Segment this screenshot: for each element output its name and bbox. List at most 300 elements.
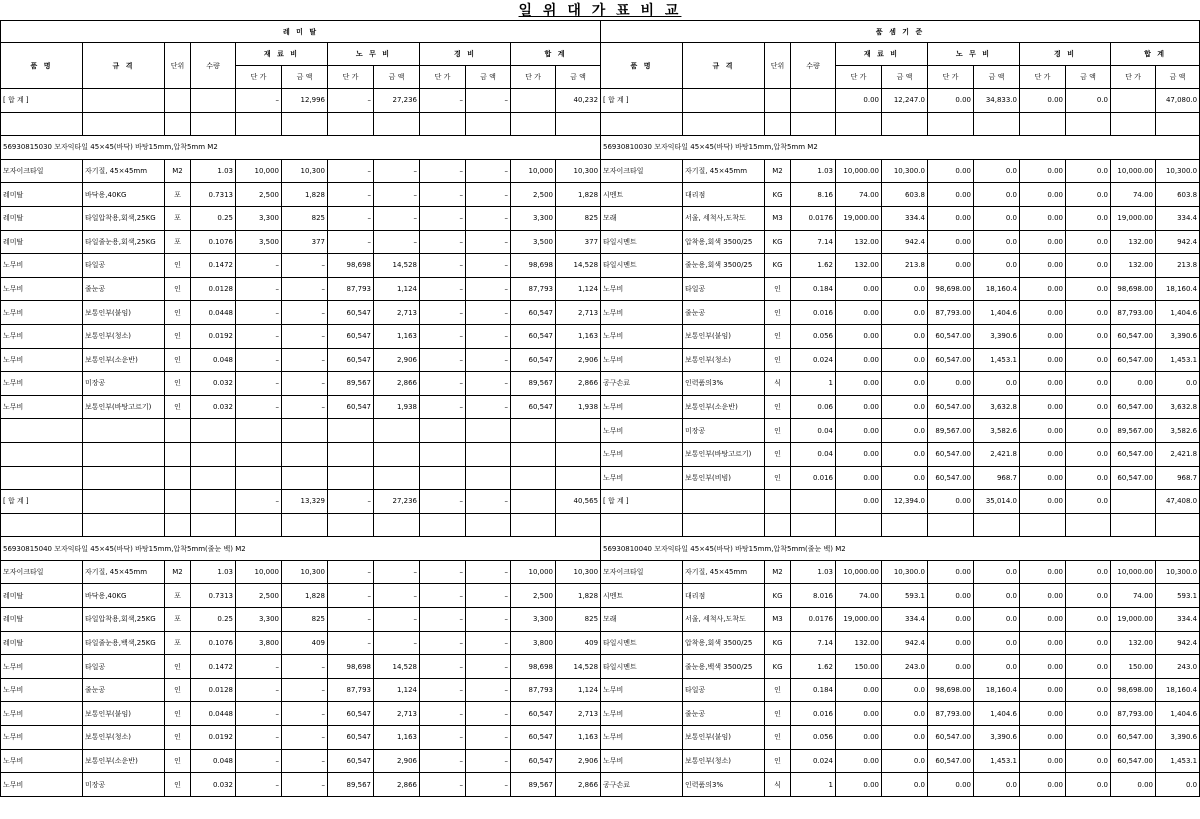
empty-cell — [191, 112, 236, 136]
blank-row — [601, 513, 1200, 537]
total-unit-price-cell: 10,000.00 — [1111, 560, 1156, 584]
material-amount-cell: 0.0 — [882, 726, 928, 750]
qty-cell: 1.03 — [191, 560, 236, 584]
labor-amount-cell: 35,014.0 — [974, 490, 1020, 514]
expense-amount-cell: 0.0 — [1066, 206, 1111, 230]
qty-cell — [791, 490, 836, 514]
item-cell: 노무비 — [1, 678, 83, 702]
table-row — [601, 749, 1200, 773]
total-amount-cell: 603.8 — [1156, 183, 1200, 207]
expense-unit-price-cell: – — [420, 749, 466, 773]
total-amount-cell: 2,866 — [556, 773, 601, 797]
total-amount-cell: 1,404.6 — [1156, 301, 1200, 325]
table-row — [601, 372, 1200, 396]
spec-cell: 줄눈공 — [683, 702, 765, 726]
labor-unit-price-cell: 0.00 — [928, 560, 974, 584]
empty-cell — [1111, 513, 1156, 537]
qty-cell: 0.25 — [191, 608, 236, 632]
empty-cell — [236, 466, 282, 490]
unit-cell: 인 — [165, 324, 191, 348]
material-amount-cell: 334.4 — [882, 608, 928, 632]
labor-unit-price-cell: 89,567.00 — [928, 419, 974, 443]
unit-cell: 식 — [765, 773, 791, 797]
expense-unit-price-cell: – — [420, 206, 466, 230]
material-amount-cell: 1,828 — [282, 183, 328, 207]
empty-cell — [420, 112, 466, 136]
material-amount-cell: – — [282, 301, 328, 325]
spec-cell: 타일공 — [683, 678, 765, 702]
expense-unit-price-cell: – — [420, 159, 466, 183]
total-unit-price-cell: 60,547.00 — [1111, 726, 1156, 750]
material-unit-price-cell: 0.00 — [836, 442, 882, 466]
expense-amount-cell: – — [466, 702, 511, 726]
section-header-row — [601, 537, 1200, 561]
total-unit-price-cell: 150.00 — [1111, 655, 1156, 679]
empty-cell — [83, 442, 165, 466]
header-material: 재 료 비 — [236, 43, 328, 66]
expense-amount-cell: – — [466, 726, 511, 750]
empty-cell — [328, 513, 374, 537]
spec-cell: 미장공 — [83, 773, 165, 797]
total-unit-price-cell: 10,000 — [511, 159, 556, 183]
material-unit-price-cell: – — [236, 254, 282, 278]
section-header-row — [1, 537, 601, 561]
material-amount-cell: – — [282, 678, 328, 702]
total-unit-price-cell — [1111, 89, 1156, 113]
labor-unit-price-cell: 98,698.00 — [928, 277, 974, 301]
empty-cell — [165, 419, 191, 443]
unit-cell: M2 — [765, 159, 791, 183]
labor-amount-cell: 2,713 — [374, 301, 420, 325]
expense-unit-price-cell: 0.00 — [1020, 230, 1066, 254]
empty-cell — [1066, 513, 1111, 537]
material-amount-cell: 0.0 — [882, 442, 928, 466]
table-row — [1, 230, 601, 254]
empty-cell — [420, 442, 466, 466]
expense-amount-cell: 0.0 — [1066, 230, 1111, 254]
labor-amount-cell: 2,906 — [374, 749, 420, 773]
right-panel-title: 품 셈 기 준 — [601, 21, 1200, 43]
material-unit-price-cell: 150.00 — [836, 655, 882, 679]
unit-cell: KG — [765, 584, 791, 608]
qty-cell: 0.056 — [791, 324, 836, 348]
expense-unit-price-cell: 0.00 — [1020, 254, 1066, 278]
item-cell: 시멘트 — [601, 183, 683, 207]
spec-cell: 미장공 — [683, 419, 765, 443]
expense-unit-price-cell: 0.00 — [1020, 466, 1066, 490]
qty-cell: 0.7313 — [191, 183, 236, 207]
total-amount-cell: 2,866 — [556, 372, 601, 396]
labor-amount-cell: 1,404.6 — [974, 702, 1020, 726]
item-cell: 노무비 — [601, 466, 683, 490]
expense-unit-price-cell: – — [420, 348, 466, 372]
table-row — [601, 230, 1200, 254]
material-amount-cell: 593.1 — [882, 584, 928, 608]
material-amount-cell: 0.0 — [882, 466, 928, 490]
labor-unit-price-cell: 60,547 — [328, 726, 374, 750]
material-unit-price-cell: 0.00 — [836, 466, 882, 490]
total-amount-cell: 10,300 — [556, 159, 601, 183]
material-amount-cell: 12,394.0 — [882, 490, 928, 514]
item-cell: 레미탈 — [1, 584, 83, 608]
expense-unit-price-cell: 0.00 — [1020, 372, 1066, 396]
spec-cell: 타일줄눈용,백색,25KG — [83, 631, 165, 655]
expense-amount-cell: – — [466, 749, 511, 773]
labor-unit-price-cell: 60,547 — [328, 395, 374, 419]
total-amount-cell: 2,713 — [556, 702, 601, 726]
spec-cell: 줄눈공 — [83, 678, 165, 702]
labor-amount-cell: 1,163 — [374, 726, 420, 750]
qty-cell: 0.0192 — [191, 726, 236, 750]
item-cell: 모자이크타일 — [1, 560, 83, 584]
labor-unit-price-cell: 98,698.00 — [928, 678, 974, 702]
qty-cell: 0.0448 — [191, 702, 236, 726]
empty-cell — [1020, 513, 1066, 537]
expense-unit-price-cell: – — [420, 89, 466, 113]
total-unit-price-cell: 0.00 — [1111, 773, 1156, 797]
material-unit-price-cell: 2,500 — [236, 183, 282, 207]
spec-cell — [683, 89, 765, 113]
unit-cell: 포 — [165, 584, 191, 608]
empty-cell — [374, 442, 420, 466]
material-unit-price-cell: – — [236, 324, 282, 348]
table-row — [601, 678, 1200, 702]
expense-unit-price-cell: – — [420, 183, 466, 207]
total-unit-price-cell: 132.00 — [1111, 254, 1156, 278]
total-unit-price-cell: 60,547 — [511, 749, 556, 773]
table-row — [1, 749, 601, 773]
total-amount-cell: 18,160.4 — [1156, 277, 1200, 301]
unit-cell: 인 — [765, 419, 791, 443]
expense-amount-cell: 0.0 — [1066, 277, 1111, 301]
total-amount-cell: 18,160.4 — [1156, 678, 1200, 702]
table-row — [601, 702, 1200, 726]
labor-unit-price-cell: 60,547 — [328, 324, 374, 348]
material-amount-cell: 334.4 — [882, 206, 928, 230]
material-amount-cell: 0.0 — [882, 277, 928, 301]
table-row — [601, 608, 1200, 632]
expense-amount-cell: – — [466, 324, 511, 348]
total-unit-price-cell: 60,547 — [511, 702, 556, 726]
labor-unit-price-cell: 0.00 — [928, 159, 974, 183]
material-unit-price-cell: 74.00 — [836, 584, 882, 608]
empty-cell — [191, 442, 236, 466]
spec-cell: 줄눈용,백색 3500/25 — [683, 655, 765, 679]
total-unit-price-cell: 87,793 — [511, 678, 556, 702]
material-amount-cell: – — [282, 372, 328, 396]
spec-cell: 자기질, 45×45mm — [83, 159, 165, 183]
table-row — [601, 726, 1200, 750]
total-amount-cell: 2,906 — [556, 749, 601, 773]
total-amount-cell: 377 — [556, 230, 601, 254]
unit-cell: M3 — [765, 608, 791, 632]
expense-unit-price-cell: 0.00 — [1020, 655, 1066, 679]
labor-unit-price-cell: 98,698 — [328, 254, 374, 278]
empty-cell — [974, 513, 1020, 537]
labor-unit-price-cell: 60,547 — [328, 348, 374, 372]
header-qty: 수량 — [791, 43, 836, 89]
material-unit-price-cell: 0.00 — [836, 301, 882, 325]
labor-amount-cell: 0.0 — [974, 560, 1020, 584]
table-row — [601, 419, 1200, 443]
item-cell: 노무비 — [1, 655, 83, 679]
header-expense: 경 비 — [1020, 43, 1111, 66]
material-unit-price-cell: 0.00 — [836, 89, 882, 113]
total-unit-price-cell: 60,547.00 — [1111, 348, 1156, 372]
material-amount-cell: 603.8 — [882, 183, 928, 207]
expense-amount-cell: – — [466, 773, 511, 797]
expense-unit-price-cell: 0.00 — [1020, 348, 1066, 372]
header-labor: 노 무 비 — [328, 43, 420, 66]
empty-cell — [511, 419, 556, 443]
table-row — [1, 254, 601, 278]
labor-unit-price-cell: 60,547.00 — [928, 726, 974, 750]
unit-cell: 인 — [165, 348, 191, 372]
header-amount: 금 액 — [882, 66, 928, 89]
empty-cell — [165, 513, 191, 537]
qty-cell: 7.14 — [791, 230, 836, 254]
expense-unit-price-cell: – — [420, 324, 466, 348]
labor-unit-price-cell: 87,793.00 — [928, 702, 974, 726]
expense-amount-cell: – — [466, 631, 511, 655]
unit-cell: KG — [765, 631, 791, 655]
total-amount-cell: 10,300 — [556, 560, 601, 584]
expense-amount-cell: 0.0 — [1066, 584, 1111, 608]
table-row — [1, 301, 601, 325]
total-amount-cell: 409 — [556, 631, 601, 655]
material-amount-cell: 10,300.0 — [882, 560, 928, 584]
spec-cell: 보통인부(붙임) — [83, 301, 165, 325]
total-amount-cell: 593.1 — [1156, 584, 1200, 608]
spec-cell: 서울, 세척사,도착도 — [683, 206, 765, 230]
empty-cell — [1, 513, 83, 537]
spec-cell: 보통인부(청소) — [683, 749, 765, 773]
item-cell: 레미탈 — [1, 230, 83, 254]
qty-cell: 0.184 — [791, 277, 836, 301]
total-amount-cell: 825 — [556, 608, 601, 632]
total-amount-cell: 10,300.0 — [1156, 159, 1200, 183]
spec-cell — [83, 490, 165, 514]
spec-cell: 자기질, 45×45mm — [83, 560, 165, 584]
header-unit-price: 단 가 — [1020, 66, 1066, 89]
qty-cell: 1 — [791, 773, 836, 797]
empty-cell — [328, 442, 374, 466]
spec-cell: 보통인부(청소) — [683, 348, 765, 372]
expense-amount-cell: – — [466, 395, 511, 419]
expense-unit-price-cell: 0.00 — [1020, 301, 1066, 325]
labor-amount-cell: – — [374, 608, 420, 632]
total-amount-cell: 1,124 — [556, 277, 601, 301]
table-row — [1, 395, 601, 419]
empty-cell — [83, 466, 165, 490]
blank-row — [1, 112, 601, 136]
labor-amount-cell: – — [374, 230, 420, 254]
empty-cell — [556, 466, 601, 490]
material-amount-cell: – — [282, 348, 328, 372]
expense-unit-price-cell: – — [420, 702, 466, 726]
empty-cell — [374, 513, 420, 537]
unit-cell: 인 — [765, 702, 791, 726]
empty-cell — [1, 466, 83, 490]
material-unit-price-cell: – — [236, 726, 282, 750]
labor-unit-price-cell: 0.00 — [928, 206, 974, 230]
material-amount-cell: 10,300.0 — [882, 159, 928, 183]
expense-amount-cell: – — [466, 608, 511, 632]
unit-cell: KG — [765, 655, 791, 679]
unit-cell: 인 — [165, 301, 191, 325]
unit-cell: KG — [765, 230, 791, 254]
labor-unit-price-cell: – — [328, 560, 374, 584]
expense-unit-price-cell: 0.00 — [1020, 584, 1066, 608]
labor-unit-price-cell: 60,547.00 — [928, 442, 974, 466]
unit-cell: 인 — [765, 395, 791, 419]
material-unit-price-cell: 3,800 — [236, 631, 282, 655]
empty-cell — [556, 513, 601, 537]
item-cell: 타일시멘트 — [601, 655, 683, 679]
material-amount-cell: 0.0 — [882, 324, 928, 348]
table-row — [1, 324, 601, 348]
labor-unit-price-cell: 0.00 — [928, 655, 974, 679]
expense-unit-price-cell: 0.00 — [1020, 726, 1066, 750]
blank-row — [601, 112, 1200, 136]
total-unit-price-cell: 19,000.00 — [1111, 206, 1156, 230]
labor-amount-cell: – — [374, 631, 420, 655]
material-amount-cell: 942.4 — [882, 230, 928, 254]
labor-unit-price-cell: 89,567 — [328, 773, 374, 797]
item-cell: 노무비 — [1, 702, 83, 726]
expense-amount-cell: 0.0 — [1066, 324, 1111, 348]
header-labor: 노 무 비 — [928, 43, 1020, 66]
qty-cell: 1.03 — [791, 159, 836, 183]
total-unit-price-cell: 60,547.00 — [1111, 442, 1156, 466]
material-amount-cell: 12,247.0 — [882, 89, 928, 113]
table-row — [601, 395, 1200, 419]
empty-cell — [328, 466, 374, 490]
spec-cell: 압착용,회색 3500/25 — [683, 230, 765, 254]
table-row — [1, 726, 601, 750]
labor-amount-cell: 0.0 — [974, 631, 1020, 655]
total-unit-price-cell: 60,547.00 — [1111, 466, 1156, 490]
material-amount-cell: 1,828 — [282, 584, 328, 608]
empty-cell — [282, 466, 328, 490]
expense-amount-cell: 0.0 — [1066, 348, 1111, 372]
material-amount-cell: – — [282, 395, 328, 419]
labor-unit-price-cell: – — [328, 631, 374, 655]
expense-unit-price-cell: – — [420, 560, 466, 584]
total-unit-price-cell: 60,547 — [511, 301, 556, 325]
qty-cell: 0.032 — [191, 372, 236, 396]
expense-amount-cell: 0.0 — [1066, 254, 1111, 278]
labor-unit-price-cell: 0.00 — [928, 183, 974, 207]
total-unit-price-cell: 3,300 — [511, 206, 556, 230]
item-cell: 모자이크타일 — [601, 560, 683, 584]
expense-unit-price-cell: – — [420, 230, 466, 254]
total-unit-price-cell: 74.00 — [1111, 183, 1156, 207]
material-amount-cell: 0.0 — [882, 301, 928, 325]
table-row — [1, 702, 601, 726]
labor-amount-cell: 0.0 — [974, 159, 1020, 183]
empty-cell — [601, 513, 683, 537]
spec-cell: 보통인부(비빔) — [683, 466, 765, 490]
expense-unit-price-cell: 0.00 — [1020, 206, 1066, 230]
empty-cell — [556, 442, 601, 466]
material-amount-cell: 10,300 — [282, 560, 328, 584]
qty-cell: 0.024 — [791, 749, 836, 773]
qty-cell: 1.62 — [791, 254, 836, 278]
empty-cell — [836, 112, 882, 136]
labor-unit-price-cell: 0.00 — [928, 608, 974, 632]
spec-cell: 보통인부(바탕고르기) — [83, 395, 165, 419]
expense-unit-price-cell: 0.00 — [1020, 490, 1066, 514]
empty-cell — [83, 419, 165, 443]
labor-unit-price-cell: 60,547.00 — [928, 395, 974, 419]
expense-unit-price-cell: – — [420, 490, 466, 514]
header-unit-price: 단 가 — [328, 66, 374, 89]
empty-cell — [1, 442, 83, 466]
material-unit-price-cell: 0.00 — [836, 419, 882, 443]
empty-cell — [1066, 112, 1111, 136]
spec-cell: 타일공 — [83, 655, 165, 679]
labor-amount-cell: 1,453.1 — [974, 348, 1020, 372]
labor-amount-cell: 0.0 — [974, 773, 1020, 797]
table-row — [601, 466, 1200, 490]
expense-unit-price-cell: – — [420, 277, 466, 301]
expense-unit-price-cell: 0.00 — [1020, 324, 1066, 348]
table-row — [1, 560, 601, 584]
material-amount-cell: – — [282, 324, 328, 348]
expense-unit-price-cell: 0.00 — [1020, 749, 1066, 773]
item-cell: 타일시멘트 — [601, 230, 683, 254]
total-unit-price-cell: 98,698.00 — [1111, 277, 1156, 301]
blank-row — [1, 466, 601, 490]
expense-unit-price-cell: 0.00 — [1020, 773, 1066, 797]
labor-unit-price-cell: 0.00 — [928, 773, 974, 797]
empty-cell — [836, 513, 882, 537]
total-amount-cell: 14,528 — [556, 254, 601, 278]
material-unit-price-cell: 10,000 — [236, 560, 282, 584]
material-unit-price-cell: 0.00 — [836, 277, 882, 301]
material-unit-price-cell: 0.00 — [836, 678, 882, 702]
empty-cell — [420, 513, 466, 537]
labor-amount-cell: 2,866 — [374, 773, 420, 797]
spec-cell: 보통인부(소운반) — [83, 749, 165, 773]
expense-unit-price-cell: – — [420, 301, 466, 325]
empty-cell — [236, 112, 282, 136]
header-unit-price: 단 가 — [236, 66, 282, 89]
table-row — [1, 678, 601, 702]
labor-amount-cell: 2,713 — [374, 702, 420, 726]
total-unit-price-cell: 87,793 — [511, 277, 556, 301]
expense-amount-cell: 0.0 — [1066, 183, 1111, 207]
total-amount-cell: 0.0 — [1156, 773, 1200, 797]
labor-unit-price-cell: – — [328, 159, 374, 183]
spec-cell: 대리점 — [683, 183, 765, 207]
empty-cell — [83, 112, 165, 136]
total-amount-cell: 40,232 — [556, 89, 601, 113]
material-unit-price-cell: 132.00 — [836, 230, 882, 254]
empty-cell — [374, 466, 420, 490]
item-cell: 노무비 — [601, 324, 683, 348]
empty-cell — [765, 513, 791, 537]
total-unit-price-cell: 3,800 — [511, 631, 556, 655]
total-amount-cell: 0.0 — [1156, 372, 1200, 396]
material-unit-price-cell: 3,500 — [236, 230, 282, 254]
unit-cell: M2 — [165, 560, 191, 584]
material-amount-cell: 0.0 — [882, 419, 928, 443]
material-amount-cell: 0.0 — [882, 395, 928, 419]
labor-amount-cell: 0.0 — [974, 608, 1020, 632]
table-row — [1, 773, 601, 797]
